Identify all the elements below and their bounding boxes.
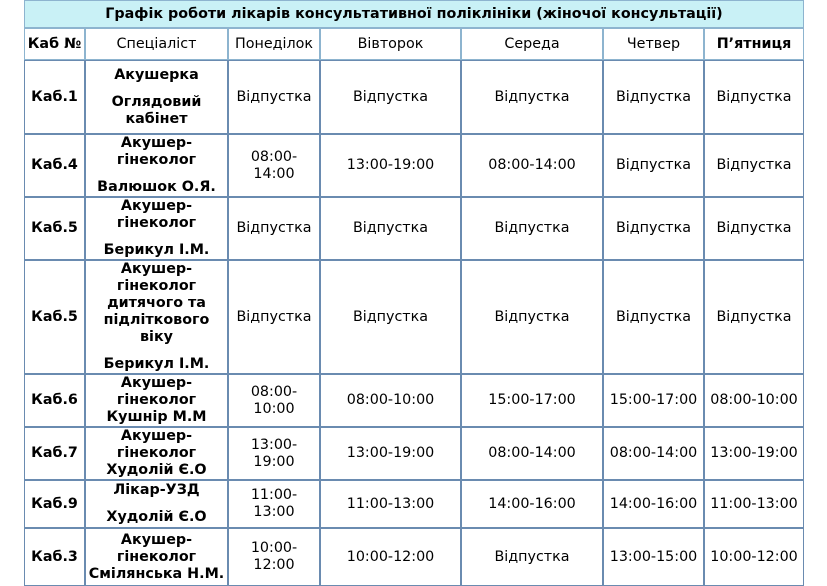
day-cell: Відпустка xyxy=(461,60,603,134)
day-cell: Відпустка xyxy=(461,528,603,586)
day-cell: Відпустка xyxy=(320,60,461,134)
specialist-cell xyxy=(85,197,228,260)
specialist-line: Худолій Є.О xyxy=(106,509,207,525)
specialist-cell xyxy=(85,60,228,134)
specialist-line: Кушнір М.М xyxy=(106,409,207,425)
day-cell: Відпустка xyxy=(228,260,320,374)
specialist-line: Акушерка xyxy=(114,66,199,83)
day-cell: Відпустка xyxy=(603,60,704,134)
specialist-line: Оглядовий xyxy=(111,93,202,110)
specialist-line: Берикул І.М. xyxy=(103,356,210,372)
specialist-line: Берикул І.М. xyxy=(103,242,210,258)
day-cell: 08:00-10:00 xyxy=(704,374,804,427)
day-cell: Відпустка xyxy=(704,134,804,197)
cabinet-cell: Каб.4 xyxy=(24,134,85,197)
header-cabinet: Каб № xyxy=(24,28,85,60)
day-cell: 14:00-16:00 xyxy=(461,480,603,528)
schedule-table xyxy=(24,0,804,586)
cabinet-cell: Каб.1 xyxy=(24,60,85,134)
day-cell: 14:00-16:00 xyxy=(603,480,704,528)
day-cell: 15:00-17:00 xyxy=(603,374,704,427)
day-cell: 13:00-15:00 xyxy=(603,528,704,586)
header-friday: П’ятниця xyxy=(704,28,804,60)
day-cell: 13:00-19:00 xyxy=(228,427,320,480)
day-cell: Відпустка xyxy=(228,197,320,260)
day-cell: 10:00-12:00 xyxy=(320,528,461,586)
specialist-line: Лікар-УЗД xyxy=(113,482,200,498)
header-row xyxy=(24,28,804,60)
day-cell: 11:00-13:00 xyxy=(320,480,461,528)
cabinet-cell: Каб.6 xyxy=(24,374,85,427)
day-cell: 11:00-13:00 xyxy=(704,480,804,528)
specialist-cell xyxy=(85,260,228,374)
title-row xyxy=(24,0,804,28)
table-row xyxy=(24,374,804,427)
day-cell: 10:00-12:00 xyxy=(228,528,320,586)
schedule-container xyxy=(24,0,804,582)
specialist-cell xyxy=(85,374,228,427)
cabinet-cell: Каб.5 xyxy=(24,260,85,374)
specialist-line: Смілянська Н.М. xyxy=(88,565,225,582)
day-cell: 11:00-13:00 xyxy=(228,480,320,528)
specialist-line: дитячого та xyxy=(107,295,206,311)
specialist-line: підліткового віку xyxy=(103,312,210,345)
day-cell: 13:00-19:00 xyxy=(704,427,804,480)
table-title: Графік роботи лікарів консультативної поліклініки (жіночої консультації) xyxy=(24,0,804,28)
table-row xyxy=(24,197,804,260)
day-cell: 08:00-14:00 xyxy=(603,427,704,480)
day-cell: 13:00-19:00 xyxy=(320,134,461,197)
specialist-line: Акушер-гінеколог xyxy=(116,428,197,461)
table-row xyxy=(24,60,804,134)
header-specialist: Спеціаліст xyxy=(85,28,228,60)
header-wednesday: Середа xyxy=(461,28,603,60)
specialist-line: Акушер-гінеколог xyxy=(116,531,197,565)
header-thursday: Четвер xyxy=(603,28,704,60)
header-monday: Понеділок xyxy=(228,28,320,60)
day-cell: Відпустка xyxy=(603,134,704,197)
specialist-line: Акушер-гінеколог xyxy=(116,198,197,231)
day-cell: Відпустка xyxy=(603,260,704,374)
table-row xyxy=(24,480,804,528)
specialist-line: Худолій Є.О xyxy=(106,462,207,478)
specialist-line: Валюшок О.Я. xyxy=(97,179,216,195)
day-cell: 08:00-14:00 xyxy=(461,427,603,480)
header-tuesday: Вівторок xyxy=(320,28,461,60)
cabinet-cell: Каб.5 xyxy=(24,197,85,260)
day-cell: Відпустка xyxy=(228,60,320,134)
day-cell: Відпустка xyxy=(461,260,603,374)
table-row xyxy=(24,134,804,197)
day-cell: Відпустка xyxy=(320,260,461,374)
specialist-line: Акушер-гінеколог xyxy=(116,135,197,168)
schedule-body xyxy=(24,60,804,586)
day-cell: 08:00-10:00 xyxy=(228,374,320,427)
specialist-cell xyxy=(85,480,228,528)
specialist-line: кабінет xyxy=(125,110,188,127)
day-cell: 08:00-14:00 xyxy=(461,134,603,197)
day-cell: 13:00-19:00 xyxy=(320,427,461,480)
specialist-cell xyxy=(85,528,228,586)
table-row xyxy=(24,427,804,480)
specialist-line: Акушер-гінеколог xyxy=(116,375,197,408)
cabinet-cell: Каб.7 xyxy=(24,427,85,480)
day-cell: Відпустка xyxy=(603,197,704,260)
day-cell: Відпустка xyxy=(704,60,804,134)
day-cell: 10:00-12:00 xyxy=(704,528,804,586)
specialist-cell xyxy=(85,427,228,480)
day-cell: 08:00-14:00 xyxy=(228,134,320,197)
day-cell: Відпустка xyxy=(704,197,804,260)
specialist-line: Акушер-гінеколог xyxy=(116,261,197,294)
day-cell: 15:00-17:00 xyxy=(461,374,603,427)
cabinet-cell: Каб.9 xyxy=(24,480,85,528)
day-cell: Відпустка xyxy=(320,197,461,260)
specialist-cell xyxy=(85,134,228,197)
cabinet-cell: Каб.3 xyxy=(24,528,85,586)
day-cell: Відпустка xyxy=(704,260,804,374)
table-row xyxy=(24,528,804,586)
day-cell: 08:00-10:00 xyxy=(320,374,461,427)
table-row xyxy=(24,260,804,374)
day-cell: Відпустка xyxy=(461,197,603,260)
